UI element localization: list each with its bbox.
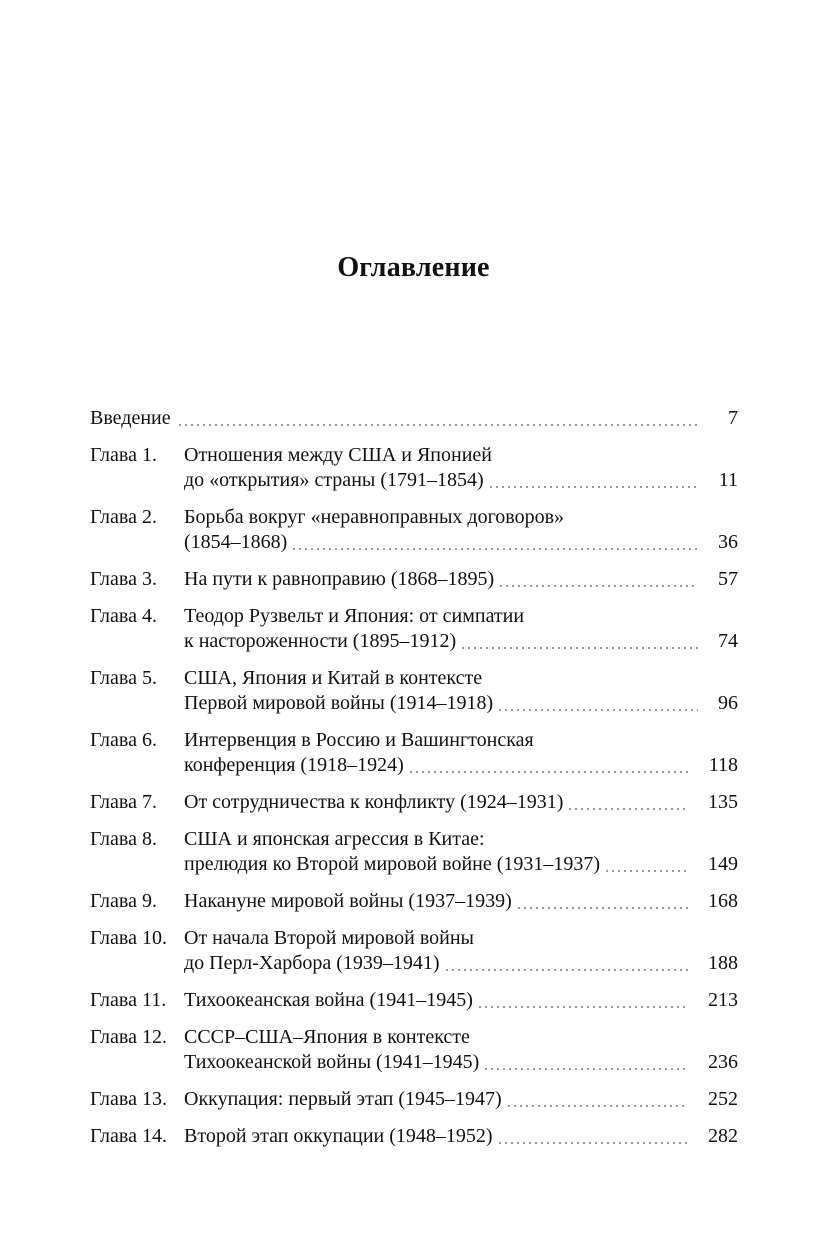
- dot-leader: [497, 708, 698, 712]
- chapter-label: Глава 11.: [90, 989, 167, 1011]
- chapter-title-line: На пути к равноправию (1868–1895): [184, 568, 495, 590]
- chapter-list: [90, 443, 738, 1149]
- toc-page-number: 74: [718, 630, 738, 652]
- chapter-title-line: Интервенция в Россию и Вашингтонская: [184, 729, 534, 751]
- toc-page-number: 252: [708, 1088, 738, 1110]
- chapter-title-line: Оккупация: первый этап (1945–1947): [184, 1088, 502, 1110]
- chapter-label: Глава 9.: [90, 890, 157, 912]
- toc-page-number: 188: [708, 952, 738, 974]
- toc-intro-label: Введение: [90, 407, 171, 429]
- dot-leader: [498, 584, 698, 588]
- table-of-contents: [90, 406, 738, 1161]
- toc-page-number: 7: [728, 407, 738, 429]
- chapter-label: Глава 4.: [90, 605, 157, 627]
- chapter-title-line: конференция (1918–1924): [184, 754, 404, 776]
- toc-page-number: 96: [718, 692, 738, 714]
- toc-entry-intro: [90, 406, 738, 431]
- toc-entry: [90, 567, 738, 592]
- toc-entry: [90, 604, 738, 654]
- chapter-label: Глава 5.: [90, 667, 157, 689]
- dot-leader: [567, 807, 688, 811]
- chapter-title-line: От начала Второй мировой войны: [184, 927, 474, 949]
- toc-page-number: 213: [708, 989, 738, 1011]
- chapter-title-line: Отношения между США и Японией: [184, 444, 492, 466]
- toc-page-number: 118: [708, 754, 738, 776]
- toc-page-number: 282: [708, 1125, 738, 1147]
- chapter-title-line: Накануне мировой войны (1937–1939): [184, 890, 512, 912]
- chapter-title-line: США и японская агрессия в Китае:: [184, 828, 485, 850]
- toc-entry: [90, 505, 738, 555]
- dot-leader: [516, 906, 688, 910]
- toc-entry: [90, 926, 738, 976]
- toc-page-number: 236: [708, 1051, 738, 1073]
- toc-page-number: 168: [708, 890, 738, 912]
- dot-leader: [177, 423, 698, 427]
- chapter-title-line: Теодор Рузвельт и Япония: от симпатии: [184, 605, 525, 627]
- chapter-label: Глава 12.: [90, 1026, 167, 1048]
- dot-leader: [477, 1005, 688, 1009]
- chapter-title-line: Тихоокеанская война (1941–1945): [184, 989, 473, 1011]
- dot-leader: [497, 1141, 688, 1145]
- toc-page-number: 135: [708, 791, 738, 813]
- chapter-label: Глава 10.: [90, 927, 167, 949]
- dot-leader: [604, 869, 688, 873]
- chapter-title-line: прелюдия ко Второй мировой войне (1931–1937): [184, 853, 601, 875]
- dot-leader: [460, 646, 698, 650]
- toc-entry: [90, 790, 738, 815]
- chapter-title-line: Первой мировой войны (1914–1918): [184, 692, 494, 714]
- chapter-label: Глава 3.: [90, 568, 157, 590]
- toc-entry: [90, 1087, 738, 1112]
- toc-entry: [90, 728, 738, 778]
- toc-entry: [90, 827, 738, 877]
- chapter-title-line: От сотрудничества к конфликту (1924–1931): [184, 791, 564, 813]
- dot-leader: [444, 968, 688, 972]
- dot-leader: [483, 1067, 688, 1071]
- dot-leader: [291, 547, 698, 551]
- dot-leader: [488, 485, 698, 489]
- chapter-label: Глава 6.: [90, 729, 157, 751]
- chapter-label: Глава 8.: [90, 828, 157, 850]
- chapter-title-line: до Перл-Харбора (1939–1941): [184, 952, 440, 974]
- toc-page-number: 11: [718, 469, 738, 491]
- chapter-label: Глава 7.: [90, 791, 157, 813]
- toc-entry: [90, 666, 738, 716]
- toc-entry: [90, 443, 738, 493]
- chapter-title-line: СССР–США–Япония в контексте: [184, 1026, 470, 1048]
- page-title: Оглавление: [337, 252, 490, 283]
- toc-entry: [90, 988, 738, 1013]
- toc-entry: [90, 1124, 738, 1149]
- toc-entry: [90, 889, 738, 914]
- chapter-label: Глава 14.: [90, 1125, 167, 1147]
- toc-entry: [90, 1025, 738, 1075]
- dot-leader: [408, 770, 689, 774]
- chapter-label: Глава 13.: [90, 1088, 167, 1110]
- chapter-title-line: до «открытия» страны (1791–1854): [184, 469, 484, 491]
- toc-page-number: 36: [718, 531, 738, 553]
- chapter-title-line: Второй этап оккупации (1948–1952): [184, 1125, 493, 1147]
- dot-leader: [506, 1104, 688, 1108]
- chapter-title-line: США, Япония и Китай в контексте: [184, 667, 483, 689]
- chapter-title-line: к настороженности (1895–1912): [184, 630, 457, 652]
- chapter-title-line: (1854–1868): [184, 531, 288, 553]
- toc-page-number: 57: [718, 568, 738, 590]
- chapter-label: Глава 2.: [90, 506, 157, 528]
- toc-page-number: 149: [708, 853, 738, 875]
- chapter-label: Глава 1.: [90, 444, 157, 466]
- chapter-title-line: Борьба вокруг «неравноправных договоров»: [184, 506, 565, 528]
- chapter-title-line: Тихоокеанской войны (1941–1945): [184, 1051, 480, 1073]
